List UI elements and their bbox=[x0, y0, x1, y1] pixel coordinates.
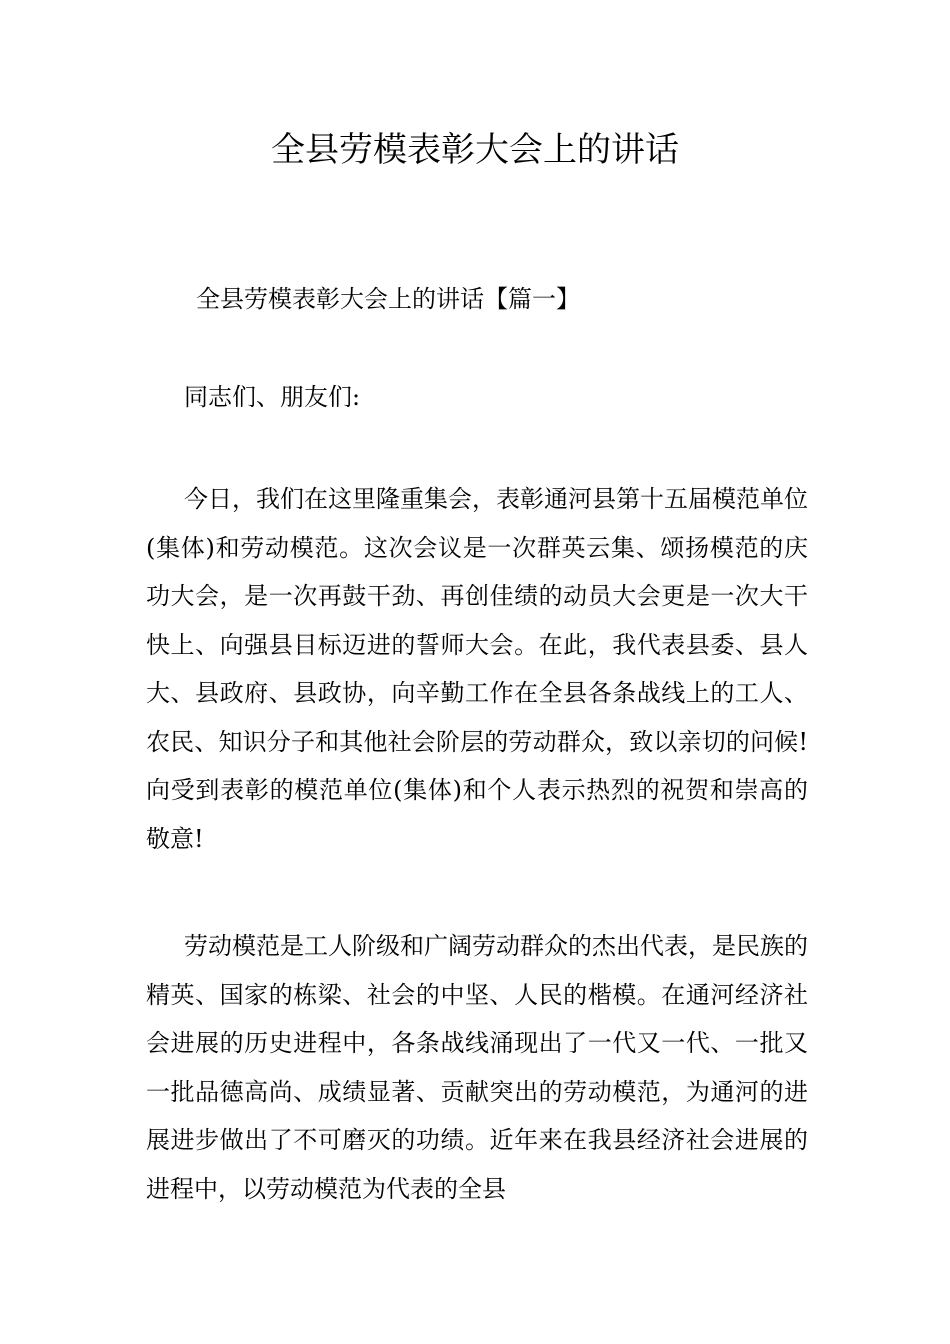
salutation: 同志们、朋友们: bbox=[184, 383, 361, 411]
document-title: 全县劳模表彰大会上的讲话 bbox=[271, 130, 679, 170]
document-subtitle: 全县劳模表彰大会上的讲话【篇一】 bbox=[196, 285, 580, 313]
paragraph-1: 今日，我们在这里隆重集会，表彰通河县第十五届模范单位(集体)和劳动模范。这次会议是一次群英云集、颂扬模范的庆功大会，是一次再鼓干劲、再创佳绩的动员大会更是一次大干快上、向强县目标迈进的誓师大会。在此，我代表县委、县人大、县政府、县政协，向辛勤工作在全县各条战线上的工人、农民、知识分子和其他社会阶层的劳动群众，致以亲切的问候!向受到表彰的模范单位(集体)和个人表示热烈的祝贺和崇高的敬意! bbox=[146, 485, 808, 853]
paragraph-2: 劳动模范是工人阶级和广阔劳动群众的杰出代表，是民族的精英、国家的栋梁、社会的中坚、人民的楷模。在通河经济社会进展的历史进程中，各条战线涌现出了一代又一代、一批又一批品德高尚、成绩显著、贡献突出的劳动模范，为通河的进展进步做出了不可磨灭的功绩。近年来在我县经济社会进展的进程中，以劳动模范为代表的全县 bbox=[146, 932, 808, 1203]
